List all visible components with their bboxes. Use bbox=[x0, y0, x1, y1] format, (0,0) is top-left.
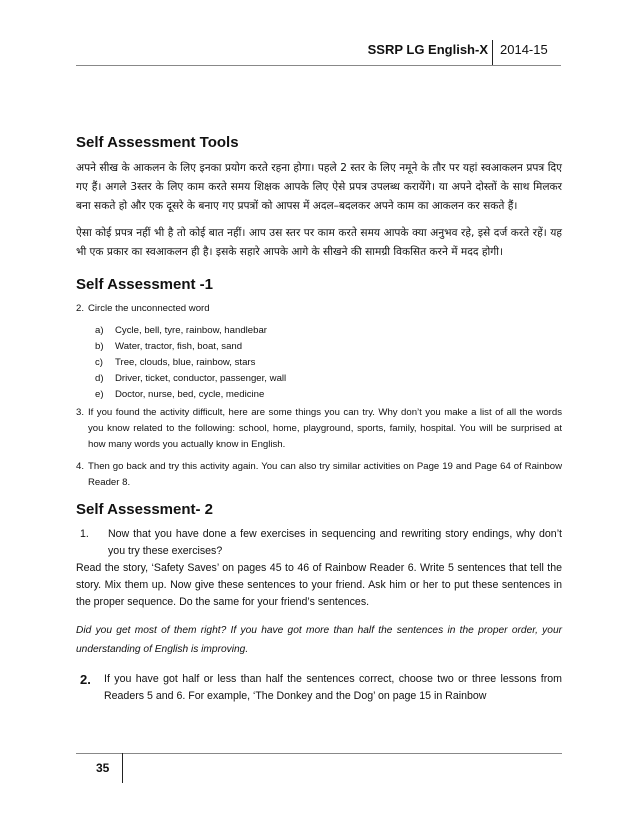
heading-self-assessment-1: Self Assessment -1 bbox=[76, 276, 214, 293]
heading-self-assessment-tools: Self Assessment Tools bbox=[76, 134, 239, 151]
item-number: 3. bbox=[76, 407, 85, 418]
options-list bbox=[95, 323, 562, 403]
item-number: 1. bbox=[80, 528, 89, 540]
item-text: Circle the unconnected word bbox=[88, 303, 210, 314]
option-text: Driver, ticket, conductor, passenger, wall bbox=[115, 373, 287, 384]
option-text: Cycle, bell, tyre, rainbow, handlebar bbox=[115, 325, 267, 336]
item-number: 4. bbox=[76, 461, 85, 472]
heading-self-assessment-2: Self Assessment- 2 bbox=[76, 501, 214, 518]
list-item bbox=[95, 339, 562, 355]
page-content bbox=[76, 134, 562, 705]
header-year: 2014-15 bbox=[500, 42, 548, 57]
hindi-paragraph-2: ऐसा कोई प्रपत्र नहीं भी है तो कोई बात नहीं। आप उस स्तर पर काम करते समय आपके क्या अनुभव रहे, इसे दर्ज करते रहें। यह भी एक प्रकार का स्वआकलन ही है। इसके सहारे आपके आगे के सीखने की सामग्री विकसित करने में मदद होगी। bbox=[76, 227, 562, 258]
sa2-item-2 bbox=[80, 671, 562, 705]
header-title: SSRP LG English-X bbox=[367, 42, 488, 57]
sa2-italic-note: Did you get most of them right? If you have got more than half the sentences in the proper order, your understanding of English is improving. bbox=[76, 625, 562, 655]
sa2-paragraph: Read the story, ‘Safety Saves’ on pages 45 to 46 of Rainbow Reader 6. Write 5 sentences that tell the story. Mix them up. Now give these sentences to your friend. Ask him or her to put these sentences in the proper sequence. Do the same for your friend’s sentences. bbox=[76, 562, 562, 608]
option-text: Tree, clouds, blue, rainbow, stars bbox=[115, 357, 256, 368]
option-letter: c) bbox=[95, 357, 103, 368]
item-number: 2. bbox=[80, 672, 91, 687]
option-letter: b) bbox=[95, 341, 104, 352]
option-letter: d) bbox=[95, 373, 104, 384]
option-text: Water, tractor, fish, boat, sand bbox=[115, 341, 243, 352]
header-rule bbox=[76, 65, 561, 66]
page-footer bbox=[76, 753, 566, 783]
option-letter: a) bbox=[95, 325, 104, 336]
footer-divider bbox=[122, 753, 123, 783]
sa1-item-3 bbox=[76, 405, 562, 453]
page-number: 35 bbox=[96, 761, 110, 775]
sa2-item-1 bbox=[80, 526, 562, 560]
option-letter: e) bbox=[95, 389, 104, 400]
item-text: If you found the activity difficult, here are some things you can try. Why don’t you make a list of all the words you know related to the following: school, home, playground, sports, family, hospital. You will be surprised at how many words you actually know in English. bbox=[88, 407, 562, 450]
list-item bbox=[95, 323, 562, 339]
list-item bbox=[95, 387, 562, 403]
item-text: Now that you have done a few exercises in sequencing and rewriting story endings, why don’t you try these exercises? bbox=[108, 528, 562, 557]
item-text: If you have got half or less than half the sentences correct, choose two or three lessons from Readers 5 and 6. For example, ‘The Donkey and the Dog’ on page 15 in Rainbow bbox=[104, 673, 562, 702]
item-text: Then go back and try this activity again. You can also try similar activities on Page 19 and Page 64 of Rainbow Reader 8. bbox=[88, 461, 562, 488]
option-text: Doctor, nurse, bed, cycle, medicine bbox=[115, 389, 265, 400]
hindi-paragraph-1: अपने सीख के आकलन के लिए इनका प्रयोग करते रहना होगा। पहले 2 स्तर के लिए नमूने के तौर पर यहां स्वआकलन प्रपत्र दिए गए हैं। अगले 3स्तर के लिए काम करते समय शिक्षक आपके लिए ऐसे प्रपत्र उपलब्ध करायेंगे। या अपने दोस्तों के साथ मिलकर बना सकते हो और एक दूसरे के बनाए गए प्रपत्रों को आपस में अदल–बदलकर अपने काम का आकलन कर सकते हैं। bbox=[76, 162, 562, 212]
item-number: 2. bbox=[76, 303, 85, 314]
header-divider bbox=[492, 40, 493, 66]
list-item bbox=[95, 355, 562, 371]
list-item bbox=[95, 371, 562, 387]
footer-rule bbox=[76, 753, 562, 754]
page-header bbox=[0, 40, 638, 66]
sa1-item-4 bbox=[76, 459, 562, 491]
sa1-item-2 bbox=[76, 301, 562, 317]
